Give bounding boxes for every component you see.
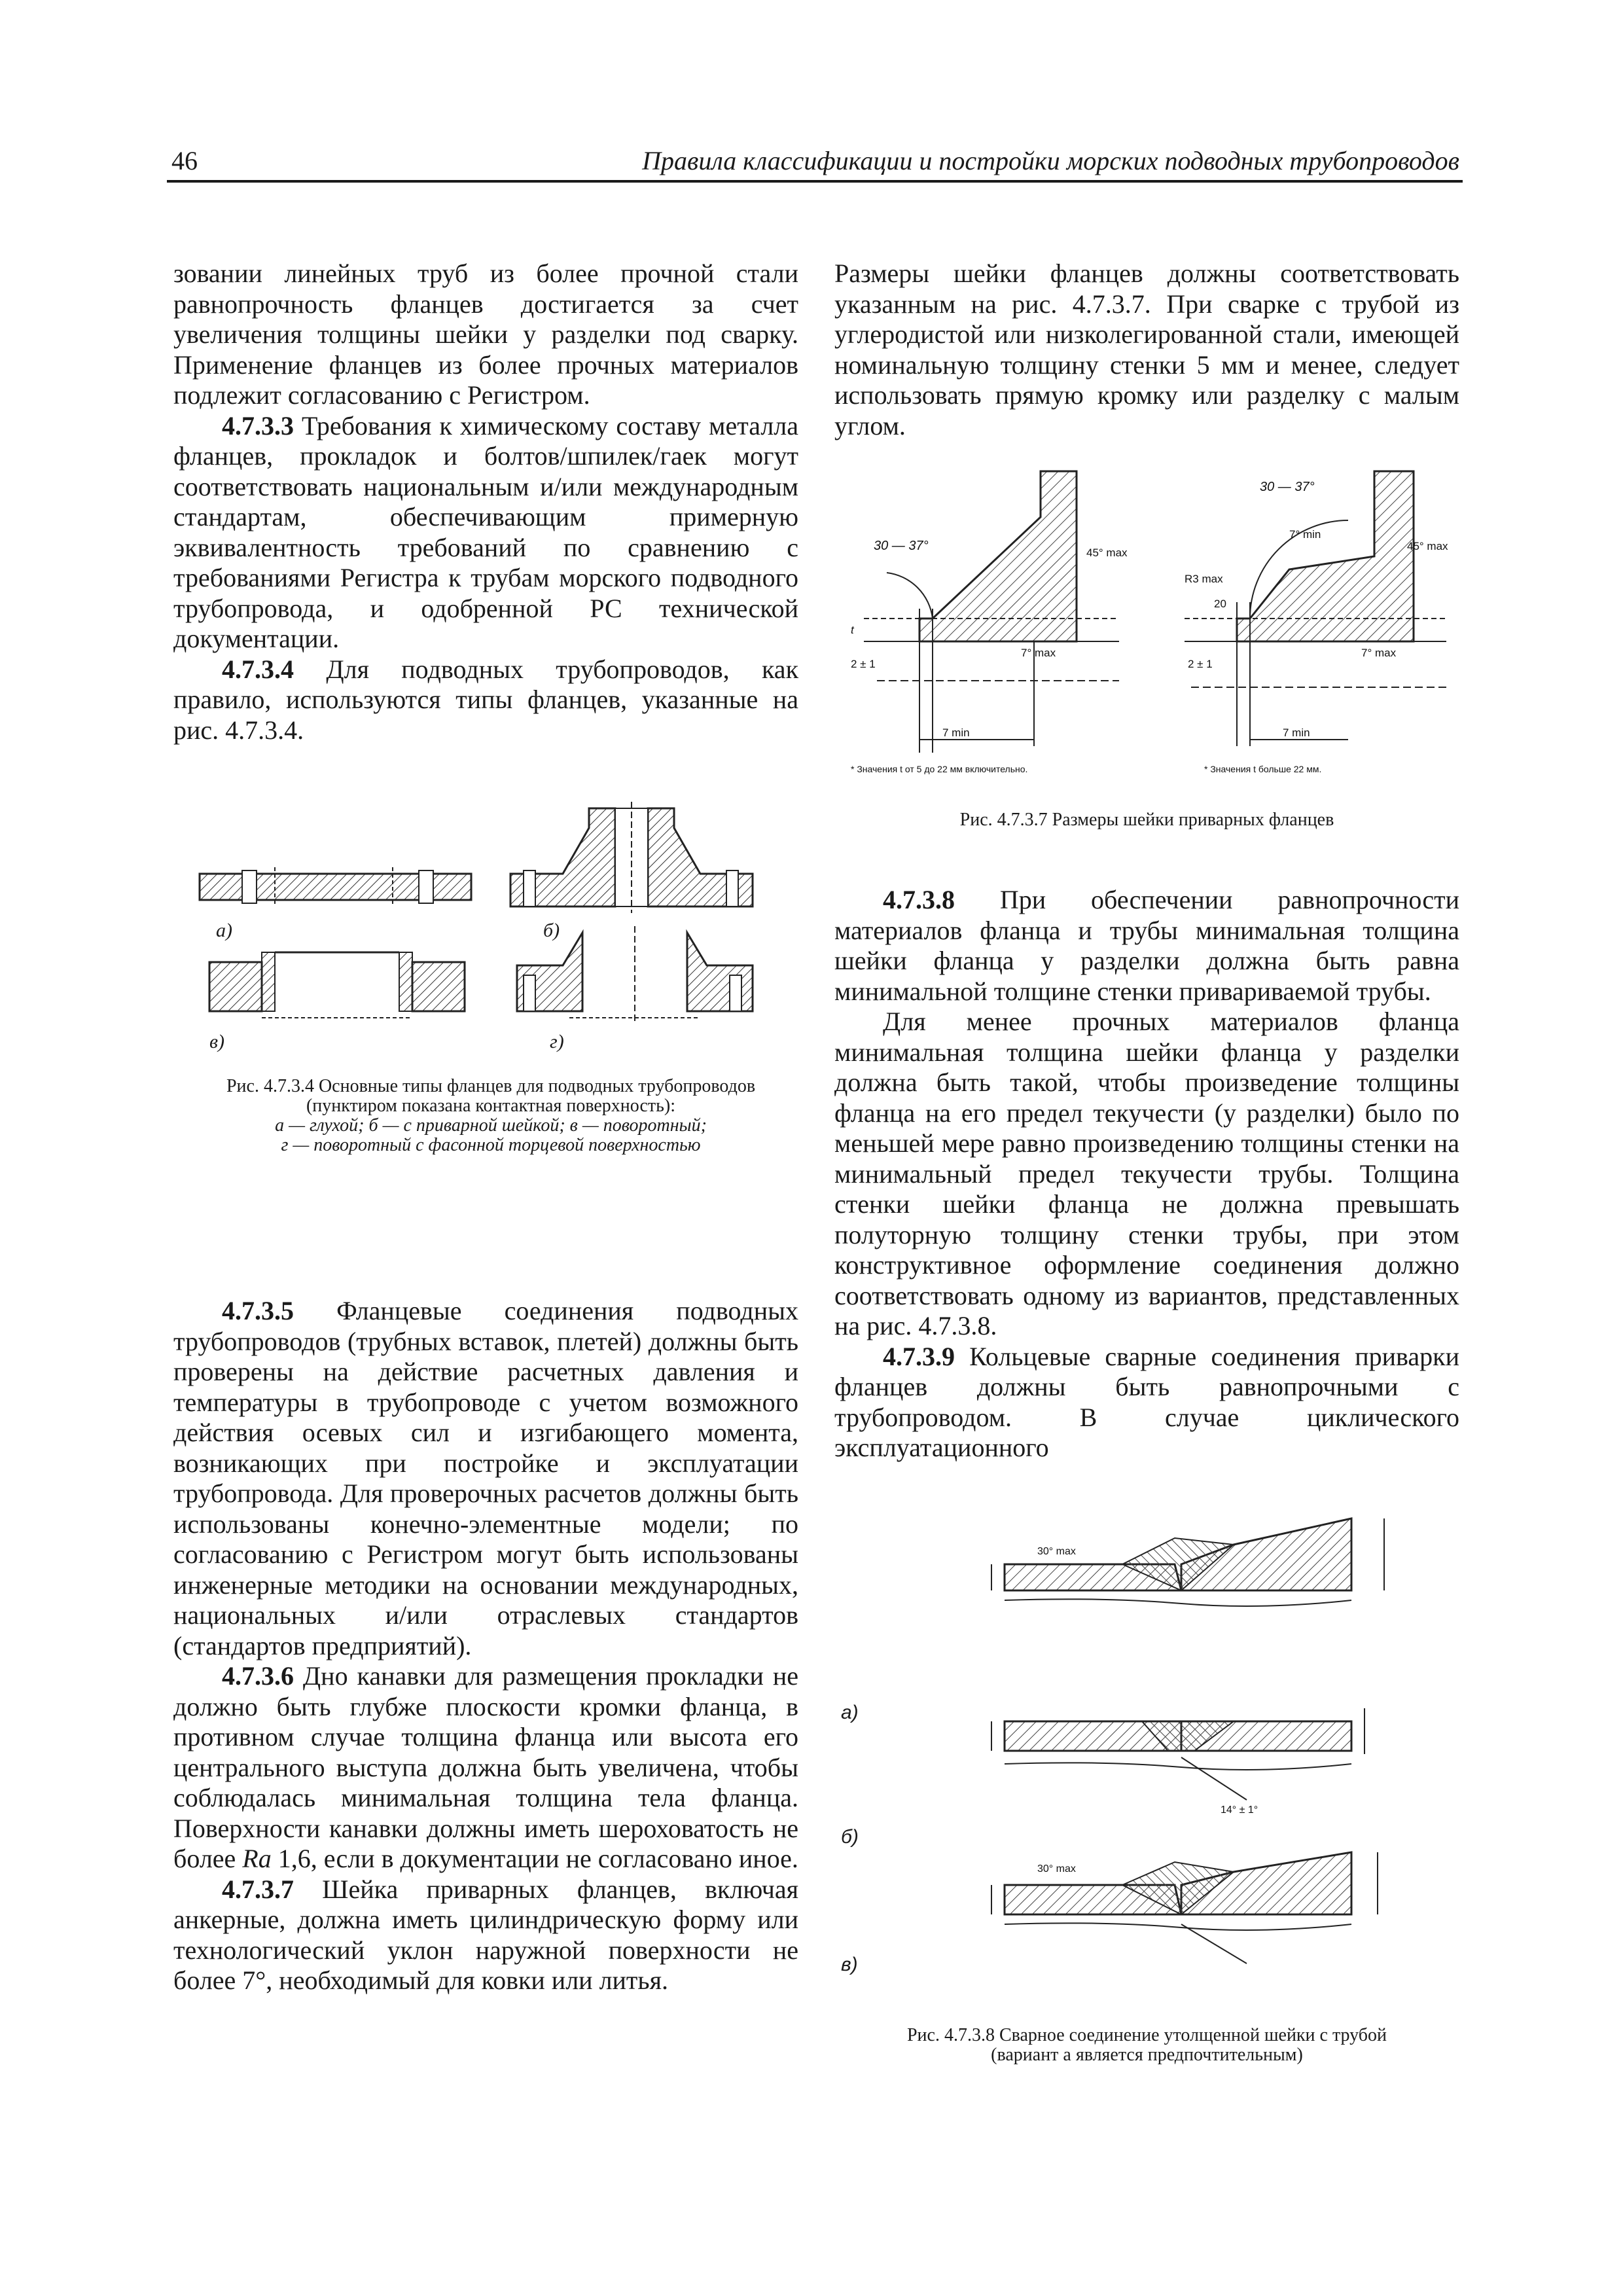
section-number: 4.7.3.9 <box>883 1341 955 1371</box>
paragraph: Для менее прочных материалов фланца минимальная толщина шейки фланца у разделки должна быть такой, чтобы произведение толщины фланца на его предел текучести (у разделки) было по меньшей мере равно произведению толщины стенки на минимальный предел текучести трубы. Толщина стенки шейки фланца не должна превышать полуторную толщину стенки трубы, при этом конструктивное оформление соединения должно соответствовать одному из вариантов, представленных на рис. 4.7.3.8. <box>834 1007 1459 1340</box>
angle-30-a: 30° max <box>1037 1546 1076 1557</box>
neck-small-t <box>864 471 1119 753</box>
section-text: При обеспечении равнопрочности материалов фланца и трубы минимальная толщина шейки фланца у разделки должна быть равна минимальной толщине стенки привариваемой трубы. <box>834 885 1459 1006</box>
angle-14: 14° ± 1° <box>1221 1804 1258 1816</box>
label-v: в) <box>841 1954 858 1975</box>
flange-blind <box>200 867 471 906</box>
angle-label-right: 30 — 37° <box>1260 480 1315 494</box>
header-rule <box>167 180 1463 183</box>
section-text: Фланцевые соединения подводных трубопроводов (трубных вставок, плетей) должны быть проверены на действие расчетных давления и температуры в трубопроводе с учетом возможного действия осевых сил и изгибающего момента, возникающих при постройке и эксплуатации трубопровода. Для проверочных расчетов должны быть использованы конечно-элементные модели; по согласованию с Регистром могут быть использованы инженерные методики на основании международных, национальных и/или отраслевых стандартов (стандартов предприятий). <box>173 1296 798 1660</box>
max45-right: 45° max <box>1407 540 1448 552</box>
label-b: б) <box>841 1826 859 1848</box>
section-4739 <box>834 1342 1459 1463</box>
section-text: Кольцевые сварные соединения приварки фланцев должны быть равнопрочными с трубопроводом. В случае циклического эксплуатационного <box>834 1341 1459 1462</box>
caption-note: (вариант а является предпочтительным) <box>991 2045 1303 2065</box>
angle-label-left: 30 — 37° <box>874 539 929 553</box>
right-column-top <box>834 259 1459 441</box>
section-4736 <box>173 1661 798 1874</box>
dim-left: 2 ± 1 <box>851 658 876 670</box>
label-a: а) <box>841 1702 859 1723</box>
section-4734 <box>173 655 798 746</box>
weld-variant-b <box>991 1708 1364 1800</box>
caption-title: Рис. 4.7.3.7 Размеры шейки приварных фланцев <box>959 810 1334 830</box>
section-4737 <box>173 1874 798 1996</box>
min7: 7° min <box>1289 528 1321 541</box>
paragraph: Размеры шейки фланцев должны соответствовать указанным на рис. 4.7.3.7. При сварке с трубой из углеродистой или низколегированной стали, имеющей номинальную толщину стенки 5 мм и менее, следует использовать прямую кромку или разделку с малым углом. <box>834 259 1459 440</box>
neck-dimensions-drawing <box>838 458 1459 785</box>
section-4735 <box>173 1296 798 1661</box>
caption-title: Рис. 4.7.3.8 Сварное соединение утолщенной шейки с трубой <box>906 2025 1387 2045</box>
caption-4737 <box>834 810 1459 830</box>
section-number: 4.7.3.5 <box>222 1296 294 1325</box>
caption-title: Рис. 4.7.3.4 Основные типы фланцев для подводных трубопроводов <box>226 1076 756 1096</box>
angle-30-c: 30° max <box>1037 1863 1076 1874</box>
caption-items: а — глухой; б — с приварной шейкой; в — поворотный; <box>275 1115 707 1136</box>
left-column-bottom <box>173 1296 798 1996</box>
dim-right: 2 ± 1 <box>1188 658 1213 670</box>
flange-types-drawing <box>196 802 785 1064</box>
max7-left: 7° max <box>1021 647 1056 659</box>
figure-4734 <box>196 802 785 1064</box>
label-v: в) <box>209 1031 225 1052</box>
section-number: 4.7.3.3 <box>222 410 294 440</box>
dim-20: 20 <box>1214 598 1226 610</box>
flange-lap-joint <box>209 952 465 1018</box>
section-number: 4.7.3.7 <box>222 1874 294 1904</box>
running-title: Правила классификации и постройки морских подводных трубопроводов <box>642 146 1459 175</box>
section-4738 <box>834 885 1459 1007</box>
caption-note: (пунктиром показана контактная поверхность): <box>306 1096 676 1116</box>
roughness-symbol: Ra <box>242 1844 272 1873</box>
figure-4738 <box>841 1505 1463 2055</box>
label-g: г) <box>550 1031 564 1052</box>
paragraph: зовании линейных труб из более прочной стали равнопрочность фланцев достигается за счет увеличения толщины шейки у разделки под сварку. Применение фланцев из более прочных материалов подлежит согласованию с Регистром. <box>173 259 798 410</box>
section-text: Дно канавки для размещения прокладки не должно быть глубже плоскости кромки фланца, в противном случае толщина фланца или высота его центрального выступа должна быть увеличена, чтобы соблюдалась минимальная толщина тела фланца. Поверхности канавки должны иметь шероховатость не более <box>173 1661 798 1873</box>
thickness-label: t <box>851 624 854 636</box>
section-text: Для подводных трубопроводов, как правило, используются типы фланцев, указанные на рис. 4.7.3.4. <box>173 654 798 745</box>
min7-left: 7 min <box>942 726 970 739</box>
section-text: Требования к химическому составу металла фланцев, прокладок и болтов/шпилек/гаек могут соответствовать национальным и/или международным стандартам, обеспечивающим примерную эквивалентность требований по сравнению с требованиями Регистра к трубам морского подводного трубопровода, и одобренной РС технической документации. <box>173 410 798 653</box>
flange-weld-neck <box>510 802 753 913</box>
weld-variant-a <box>991 1518 1384 1606</box>
caption-items: г — поворотный с фасонной торцевой поверхностью <box>281 1135 701 1155</box>
note-right: * Значения t больше 22 мм. <box>1204 764 1322 774</box>
radius-label: R3 max <box>1185 573 1223 585</box>
section-number: 4.7.3.6 <box>222 1661 294 1691</box>
caption-4738 <box>834 2026 1459 2065</box>
label-b: б) <box>543 920 560 941</box>
section-4733 <box>173 411 798 655</box>
min7-right: 7 min <box>1283 726 1310 739</box>
figure-4737 <box>838 458 1459 785</box>
label-a: а) <box>216 920 232 941</box>
section-number: 4.7.3.4 <box>222 654 294 684</box>
caption-4734 <box>196 1077 785 1155</box>
note-left: * Значения t от 5 до 22 мм включительно. <box>851 764 1028 774</box>
page-number: 46 <box>171 146 198 175</box>
max7-right: 7° max <box>1361 647 1397 659</box>
section-text: Шейка приварных фланцев, включая анкерные, должна иметь цилиндрическую форму или технологический уклон наружной поверхности не более 7°, необходимый для ковки или литья. <box>173 1874 798 1995</box>
left-column-top <box>173 259 798 745</box>
weld-joint-drawing <box>841 1505 1463 2055</box>
right-column-middle <box>834 885 1459 1463</box>
section-number: 4.7.3.8 <box>883 885 955 914</box>
max45-left: 45° max <box>1086 547 1128 559</box>
section-text: 1,6, если в документации не согласовано иное. <box>271 1844 798 1873</box>
